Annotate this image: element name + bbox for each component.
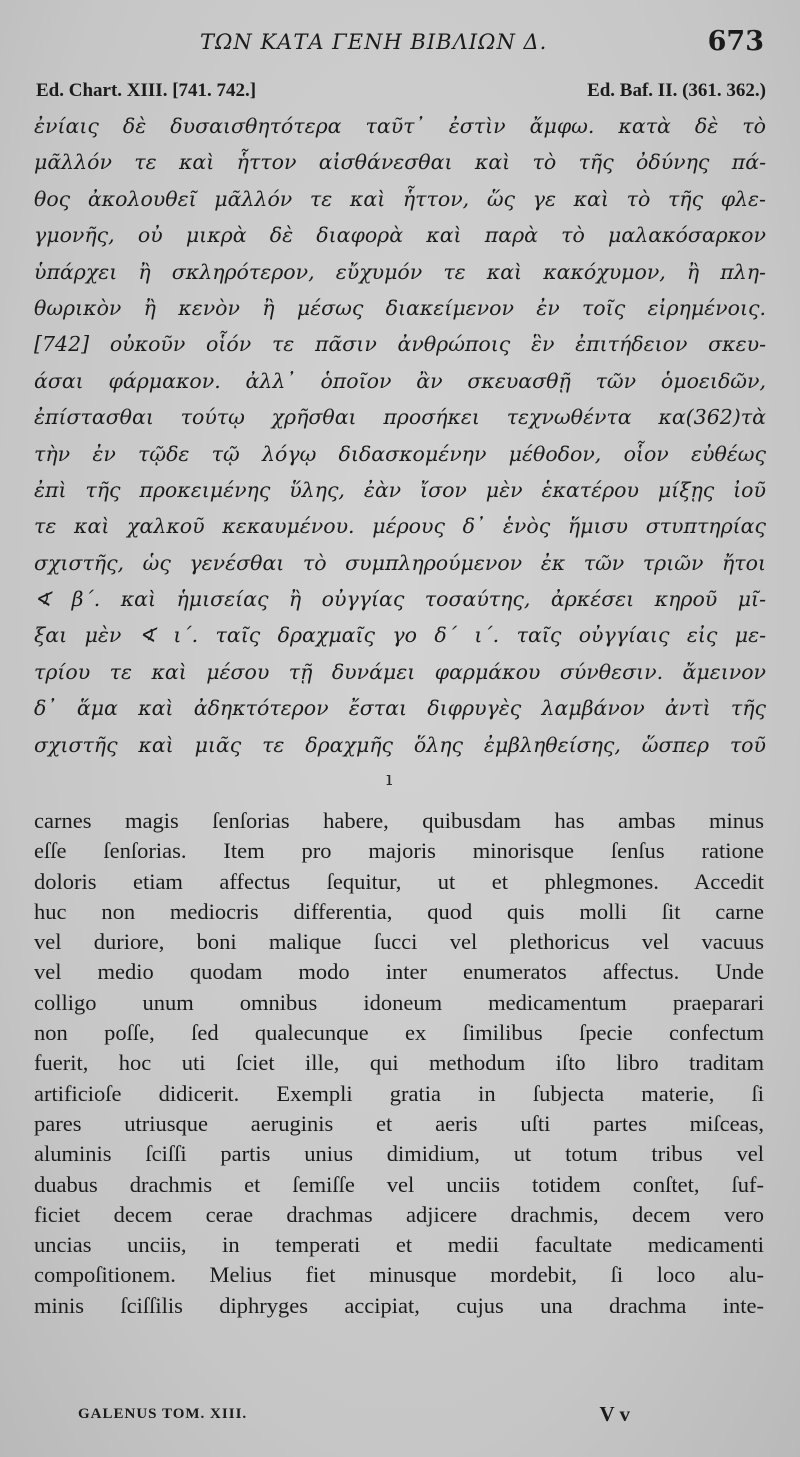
edition-chartier-reference: Ed. Chart. XIII. [741. 742.] [36, 80, 257, 101]
greek-line: θος ἀκολουθεῖ μᾶλλόν τε καὶ ἧττον, ὥς γε καὶ τὸ τῆς φλε- [34, 186, 766, 211]
greek-line: ἐνίαις δὲ δυσαισθητότερα ταῦτ᾽ ἐστὶν ἄμφω. κατὰ δὲ τὸ [34, 114, 766, 138]
greek-line: μᾶλλόν τε καὶ ἧττον αἰσθάνεσθαι καὶ τὸ τῆς ὀδύνης πά- [34, 150, 766, 175]
latin-line: compoſitionem. Melius fiet minusque mordebit, ſi loco alu- [34, 1262, 764, 1288]
latin-line: fuerit, hoc uti ſciet ille, qui methodum iſto libro traditam [34, 1050, 764, 1076]
greek-line: τε καὶ χαλκοῦ κεκαυμένου. μέρους δ᾽ ἑνὸς ἥμισυ στυπτηρίας [34, 514, 766, 539]
greek-line: τρίου τε καὶ μέσου τῇ δυνάμει φαρμάκου σύνθεσιν. ἄμεινον [34, 659, 766, 684]
latin-line: colligo unum omnibus idoneum medicamentum praeparari [34, 989, 764, 1015]
greek-line: σχιστῆς καὶ μιᾶς τε δραχμῆς ὅλης ἐμβληθείσης, ὥσπερ τοῦ [34, 732, 766, 757]
latin-line: vel duriore, boni malique ſucci vel plethoricus vel vacuus [34, 929, 764, 955]
sheet-signature-mark: V v [599, 1402, 630, 1426]
greek-text-block [34, 108, 766, 763]
latin-line: non poſſe, ſed qualecunque ex ſimilibus ſpecie confectum [34, 1020, 764, 1046]
edition-reference-line [36, 80, 766, 108]
latin-line: ficiet decem cerae drachmas adjicere drachmis, decem vero [34, 1201, 764, 1227]
greek-line: ἐπίστασθαι τούτῳ χρῆσθαι προσήκει τεχνωθέντα κα(362)τὰ [34, 405, 766, 430]
greek-line: τὴν ἐν τῷδε τῷ λόγῳ διδασκομένην μέθοδον, οἷον εὐθέως [34, 441, 766, 466]
volume-signature: GALENUS TOM. XIII. [78, 1406, 248, 1422]
edition-basel-reference: Ed. Baf. II. (361. 362.) [587, 80, 766, 101]
section-divider-mark: ı [386, 766, 393, 790]
greek-line: ἐπὶ τῆς προκειμένης ὕλης, ἐὰν ἴσον μὲν ἑκατέρου μίξῃς ἰοῦ [34, 477, 766, 502]
greek-line: σχιστῆς, ὡς γενέσθαι τὸ συμπληρούμενον ἐκ τῶν τριῶν ἤτοι [34, 550, 766, 575]
greek-line: δ᾽ ἅμα καὶ ἀδηκτότερον ἔσται διφρυγὲς λαμβάνον ἀντὶ τῆς [34, 696, 766, 721]
greek-line: θωρικὸν ἢ κενὸν ἢ μέσως διακείμενον ἐν τοῖς εἰρημένοις. [34, 295, 766, 320]
latin-line: aluminis ſciſſi partis unius dimidium, ut totum tribus vel [34, 1141, 764, 1167]
latin-line: artificioſe didicerit. Exempli gratia in ſubjecta materie, ſi [34, 1080, 764, 1106]
greek-line: ὑπάρχει ἢ σκληρότερον, εὔχυμόν τε καὶ κακόχυμον, ἢ πλη- [34, 259, 766, 284]
latin-line: carnes magis ſenſorias habere, quibusdam has ambas minus [34, 808, 764, 833]
greek-line: [742] οὐκοῦν οἷόν τε πᾶσιν ἀνθρώποις ἓν ἐπιτήδειον σκευ- [34, 332, 766, 357]
greek-line: γμονῆς, οὐ μικρὰ δὲ διαφορὰ καὶ παρὰ τὸ μαλακόσαρκον [34, 223, 766, 248]
running-head [0, 26, 800, 70]
greek-line: άσαι φάρμακον. ἀλλ᾽ ὁποῖον ἂν σκευασθῇ τῶν ὁμοειδῶν, [34, 368, 766, 393]
latin-line: uncias unciis, in temperati et medii facultate medicamenti [34, 1232, 764, 1258]
latin-line: huc non mediocris differentia, quod quis molli ſit carne [34, 898, 764, 924]
latin-line: pares utriusque aeruginis et aeris uſti partes miſceas, [34, 1110, 764, 1136]
page-footer [78, 1402, 630, 1432]
latin-line: eſſe ſenſorias. Item pro majoris minorisque ſenſus ratione [34, 838, 764, 864]
greek-line: ∢ β΄. καὶ ἡμισείας ἢ οὐγγίας τοσαύτης, ἀρκέσει κηροῦ μῖ- [34, 587, 766, 612]
latin-text-block [34, 806, 764, 1321]
greek-line: ξαι μὲν ∢ ι΄. ταῖς δραχμαῖς γο δ΄ ι΄. ταῖς οὐγγίαις εἰς με- [34, 623, 766, 648]
latin-line: minis ſciſſilis diphryges accipiat, cujus una drachma inte- [34, 1292, 764, 1318]
latin-line: vel medio quodam modo inter enumeratos affectus. Unde [34, 959, 764, 985]
page-number: 673 [707, 26, 764, 57]
latin-line: doloris etiam affectus ſequitur, ut et phlegmones. Accedit [34, 868, 764, 894]
latin-line: duabus drachmis et ſemiſſe vel unciis totidem conſtet, ſuf- [34, 1171, 764, 1197]
running-title: ΤΩΝ ΚΑΤΑ ΓΕΝΗ ΒΙΒΛΙΩΝ Δ. [200, 30, 548, 54]
